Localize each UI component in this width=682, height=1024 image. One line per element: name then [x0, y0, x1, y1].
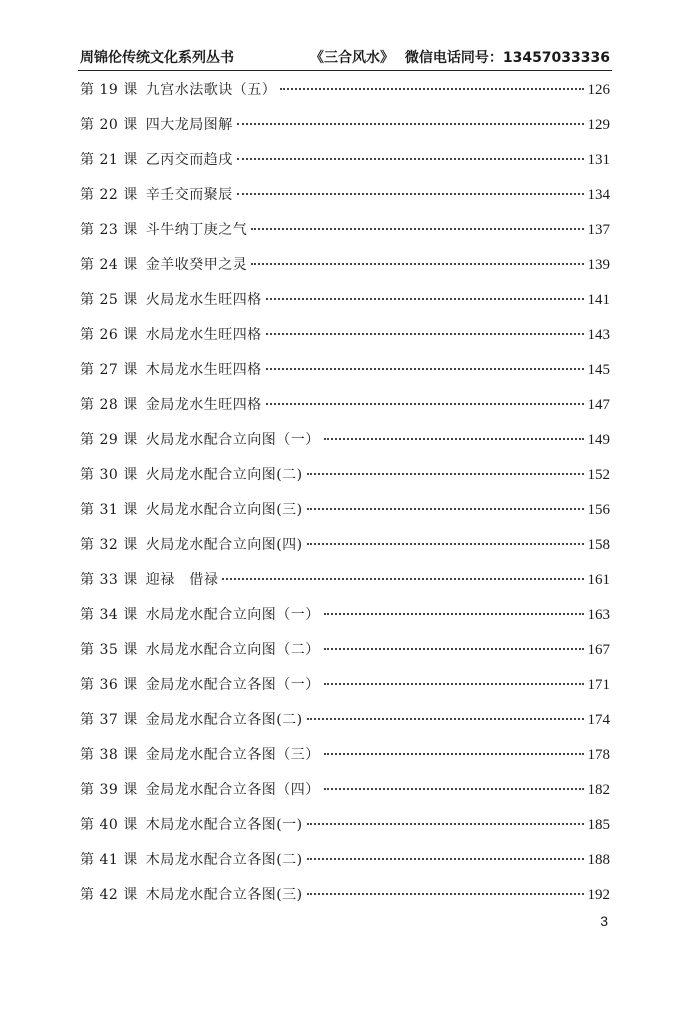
toc-entry	[80, 811, 610, 846]
toc-lesson-title: 迎禄 借禄	[145, 572, 219, 588]
toc-entry	[80, 356, 610, 391]
toc-lesson-number: 第 27 课	[80, 362, 138, 378]
contact-info: 微信电话同号：13457033336	[404, 50, 610, 66]
toc-page-number: 171	[587, 677, 610, 693]
toc-dot-leader	[307, 823, 584, 825]
toc-entry	[80, 881, 610, 916]
toc-page-number: 178	[587, 747, 610, 763]
toc-entry	[80, 321, 610, 356]
toc-page-number: 129	[587, 117, 610, 133]
toc-dot-leader	[237, 123, 584, 125]
toc-entry	[80, 636, 610, 671]
toc-lesson-number: 第 37 课	[80, 712, 138, 728]
toc-dot-leader	[307, 473, 584, 475]
toc-entry	[80, 426, 610, 461]
toc-page-number: 137	[587, 222, 610, 238]
toc-lesson-title: 辛壬交而聚辰	[145, 187, 233, 203]
toc-entry	[80, 671, 610, 706]
toc-lesson-title: 木局龙水配合立各图(二)	[145, 852, 303, 868]
toc-page-number: 126	[587, 82, 610, 98]
toc-lesson-number: 第 23 课	[80, 222, 138, 238]
toc-entry	[80, 566, 610, 601]
toc-dot-leader	[237, 193, 584, 195]
series-title: 周锦伦传统文化系列丛书	[80, 50, 234, 66]
toc-lesson-title: 火局龙水配合立向图(二)	[145, 467, 303, 483]
page-number: 3	[600, 913, 608, 929]
toc-dot-leader	[324, 438, 584, 440]
toc-lesson-number: 第 40 课	[80, 817, 138, 833]
toc-lesson-title: 金局龙水配合立各图（四）	[145, 782, 320, 798]
toc-lesson-number: 第 26 课	[80, 327, 138, 343]
toc-dot-leader	[324, 613, 584, 615]
toc-page-number: 163	[587, 607, 610, 623]
toc-page-number: 134	[587, 187, 610, 203]
toc-page-number: 192	[587, 887, 610, 903]
toc-lesson-number: 第 25 课	[80, 292, 138, 308]
toc-page-number: 161	[587, 572, 610, 588]
toc-page-number: 139	[587, 257, 610, 273]
toc-dot-leader	[266, 333, 584, 335]
toc-entry	[80, 146, 610, 181]
toc-page-number: 156	[587, 502, 610, 518]
toc-entry	[80, 601, 610, 636]
toc-lesson-title: 火局龙水配合立向图（一）	[145, 432, 320, 448]
toc-lesson-title: 木局龙水配合立各图(一)	[145, 817, 303, 833]
toc-dot-leader	[324, 648, 584, 650]
toc-lesson-title: 金局龙水配合立各图(二)	[145, 712, 303, 728]
toc-page-number: 143	[587, 327, 610, 343]
toc-page-number: 131	[587, 152, 610, 168]
toc-lesson-title: 木局龙水生旺四格	[145, 362, 262, 378]
toc-entry	[80, 706, 610, 741]
toc-page-number: 188	[587, 852, 610, 868]
toc-lesson-number: 第 20 课	[80, 117, 138, 133]
toc-lesson-number: 第 29 课	[80, 432, 138, 448]
toc-entry	[80, 181, 610, 216]
toc-lesson-title: 水局龙水配合立向图（一）	[145, 607, 320, 623]
toc-dot-leader	[324, 683, 584, 685]
toc-entry	[80, 216, 610, 251]
toc-lesson-title: 四大龙局图解	[145, 117, 233, 133]
toc-dot-leader	[307, 543, 584, 545]
toc-entry	[80, 776, 610, 811]
toc-dot-leader	[266, 403, 584, 405]
toc-lesson-title: 火局龙水生旺四格	[145, 292, 262, 308]
header-rule	[78, 70, 612, 71]
toc-entry	[80, 846, 610, 881]
toc-lesson-number: 第 21 课	[80, 152, 138, 168]
toc-dot-leader	[237, 158, 584, 160]
toc-dot-leader	[307, 893, 584, 895]
toc-lesson-number: 第 33 课	[80, 572, 138, 588]
toc-page-number: 147	[587, 397, 610, 413]
toc-entry	[80, 286, 610, 321]
toc-lesson-number: 第 22 课	[80, 187, 138, 203]
toc-dot-leader	[324, 753, 584, 755]
toc-lesson-number: 第 32 课	[80, 537, 138, 553]
toc-dot-leader	[251, 228, 583, 230]
toc-page-number: 158	[587, 537, 610, 553]
toc-dot-leader	[307, 508, 584, 510]
toc-lesson-title: 金局龙水配合立各图（一）	[145, 677, 320, 693]
toc-page-number: 141	[587, 292, 610, 308]
toc-page-number: 167	[587, 642, 610, 658]
toc-dot-leader	[251, 263, 583, 265]
toc-lesson-number: 第 39 课	[80, 782, 138, 798]
toc-lesson-number: 第 35 课	[80, 642, 138, 658]
toc-lesson-title: 金局龙水配合立各图（三）	[145, 747, 320, 763]
toc-page-number: 145	[587, 362, 610, 378]
toc-entry	[80, 251, 610, 286]
toc-lesson-title: 乙丙交而趋戌	[145, 152, 233, 168]
toc-dot-leader	[280, 88, 583, 90]
toc-lesson-title: 火局龙水配合立向图(四)	[145, 537, 303, 553]
toc-dot-leader	[222, 578, 583, 580]
toc-entry	[80, 741, 610, 776]
toc-lesson-title: 火局龙水配合立向图(三)	[145, 502, 303, 518]
toc-page-number: 152	[587, 467, 610, 483]
toc-entry	[80, 111, 610, 146]
table-of-contents	[80, 76, 610, 916]
toc-lesson-title: 水局龙水生旺四格	[145, 327, 262, 343]
running-header	[80, 47, 610, 69]
toc-lesson-number: 第 41 课	[80, 852, 138, 868]
toc-lesson-number: 第 24 课	[80, 257, 138, 273]
toc-lesson-number: 第 28 课	[80, 397, 138, 413]
toc-lesson-number: 第 42 课	[80, 887, 138, 903]
toc-dot-leader	[307, 858, 584, 860]
toc-lesson-title: 九宫水法歌诀（五）	[145, 82, 277, 98]
toc-lesson-title: 金羊收癸甲之灵	[145, 257, 248, 273]
book-title: 《三合风水》	[310, 50, 394, 66]
toc-dot-leader	[266, 368, 584, 370]
toc-dot-leader	[307, 718, 584, 720]
toc-page-number: 182	[587, 782, 610, 798]
toc-entry	[80, 76, 610, 111]
toc-page-number: 185	[587, 817, 610, 833]
toc-lesson-number: 第 34 课	[80, 607, 138, 623]
toc-lesson-number: 第 38 课	[80, 747, 138, 763]
toc-entry	[80, 461, 610, 496]
toc-lesson-number: 第 19 课	[80, 82, 138, 98]
toc-entry	[80, 496, 610, 531]
toc-lesson-title: 木局龙水配合立各图(三)	[145, 887, 303, 903]
toc-lesson-number: 第 36 课	[80, 677, 138, 693]
toc-dot-leader	[324, 788, 584, 790]
toc-dot-leader	[266, 298, 584, 300]
toc-entry	[80, 531, 610, 566]
toc-entry	[80, 391, 610, 426]
toc-page-number: 174	[587, 712, 610, 728]
toc-lesson-title: 水局龙水配合立向图（二）	[145, 642, 320, 658]
toc-lesson-number: 第 31 课	[80, 502, 138, 518]
toc-lesson-title: 金局龙水生旺四格	[145, 397, 262, 413]
toc-page-number: 149	[587, 432, 610, 448]
toc-lesson-title: 斗牛纳丁庚之气	[145, 222, 248, 238]
toc-lesson-number: 第 30 课	[80, 467, 138, 483]
